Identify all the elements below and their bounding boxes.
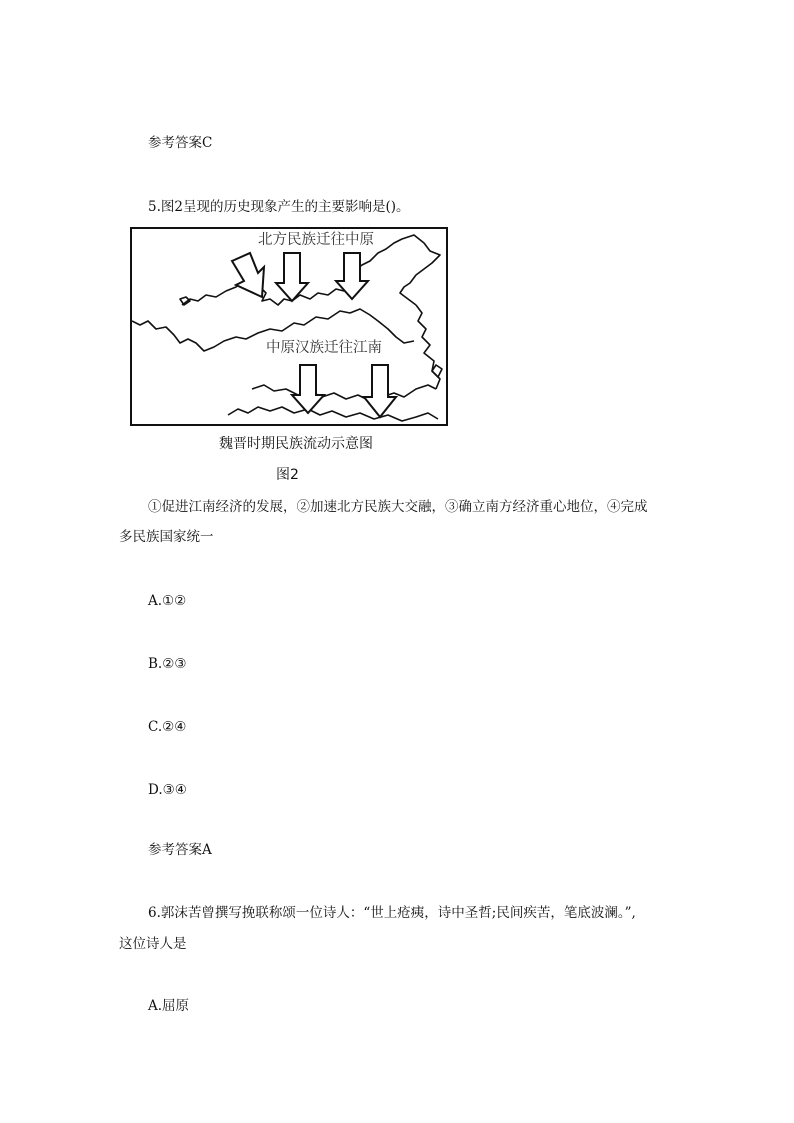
answer-line-a: 参考答案A bbox=[148, 842, 212, 858]
map-drawing bbox=[132, 229, 446, 424]
figure-number: 图2 bbox=[276, 467, 299, 483]
figure-caption: 魏晋时期民族流动示意图 bbox=[219, 436, 373, 452]
south-coast bbox=[228, 407, 438, 421]
label-north-migration: 北方民族迁往中原 bbox=[258, 232, 374, 248]
question-6-option-a: A.屈原 bbox=[148, 998, 190, 1014]
arrow-4 bbox=[292, 365, 324, 413]
option-c: C.②④ bbox=[148, 719, 187, 735]
label-south-migration: 中原汉族迁往江南 bbox=[266, 340, 382, 356]
statement-line-2: 多民族国家统一 bbox=[119, 529, 214, 545]
option-b: B.②③ bbox=[148, 656, 187, 672]
migration-map-figure bbox=[130, 227, 448, 426]
arrow-2 bbox=[276, 253, 308, 301]
option-a: A.①② bbox=[148, 593, 187, 609]
north-left-coast bbox=[182, 275, 250, 305]
question-5-stem: 5.图2呈现的历史现象产生的主要影响是()。 bbox=[148, 199, 410, 215]
answer-line-c: 参考答案C bbox=[148, 135, 213, 151]
question-6-stem-line-2: 这位诗人是 bbox=[119, 936, 187, 952]
statement-line-1: ①促进江南经济的发展，②加速北方民族大交融，③确立南方经济重心地位，④完成 bbox=[148, 499, 648, 515]
option-d: D.③④ bbox=[148, 782, 187, 798]
arrow-3 bbox=[336, 253, 368, 299]
yangtze-river bbox=[252, 385, 436, 401]
arrow-1 bbox=[232, 253, 264, 297]
arrow-5 bbox=[364, 365, 396, 417]
question-6-stem-line-1: 6.郭沫苦曾撰写挽联称颂一位诗人：“世上疮痍，诗中圣哲;民间疾苦，笔底波澜。”, bbox=[148, 905, 636, 921]
